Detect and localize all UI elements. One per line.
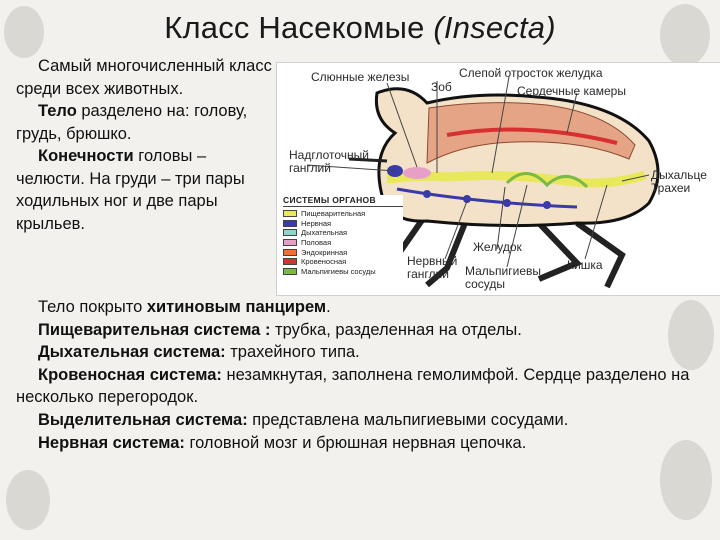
intro-text-line: головы – челюсти. На груди – три пары ходильных ног и две пары крыльев. — [16, 147, 245, 233]
legend-swatch — [283, 239, 297, 246]
background-beetle — [6, 470, 50, 530]
legend-item — [283, 228, 403, 238]
text: трахейного типа. — [225, 343, 360, 362]
body-text — [16, 296, 706, 454]
label-malpighian: Мальпигиевы сосуды — [465, 264, 542, 291]
legend-swatch — [283, 229, 297, 236]
legend-title: СИСТЕМЫ ОРГАНОВ — [283, 195, 403, 207]
bold-term: Выделительная система: — [38, 410, 248, 429]
intro-text — [16, 55, 278, 235]
legend-label: Пищеварительная — [301, 209, 366, 219]
legend-swatch — [283, 249, 297, 256]
text: трубка, разделенная на отделы. — [270, 320, 522, 339]
legend-label: Дыхательная — [301, 228, 348, 238]
title-latin: (Insecta) — [433, 10, 556, 45]
legend-label: Мальпигиевы сосуды — [301, 266, 376, 276]
body-line-excretory — [16, 409, 706, 432]
ganglion — [503, 199, 511, 207]
text: головной мозг и брюшная нервная цепочка. — [184, 433, 527, 452]
body-line-circulatory — [16, 364, 706, 409]
label-salivary-glands: Слюнные железы — [311, 70, 410, 84]
legend-swatch — [283, 220, 297, 227]
salivary-gland — [403, 167, 431, 179]
body-line-respiratory — [16, 341, 706, 364]
legend-swatch — [283, 268, 297, 275]
legend-swatch — [283, 210, 297, 217]
legend-label: Кровеносная — [301, 257, 347, 267]
legend-item — [283, 257, 403, 267]
legend-item — [283, 267, 403, 277]
organ-systems-legend — [283, 195, 403, 277]
leg-rear — [577, 223, 622, 287]
intro-paragraph — [16, 55, 278, 100]
legend-swatch — [283, 258, 297, 265]
bold-term: Дыхательная система: — [38, 343, 226, 362]
text: . — [326, 298, 331, 316]
text: незамкнутая, заполнена гемолимфой. Сердце разделено на несколько перегородок. — [16, 365, 690, 407]
label-supraoesophageal: Надглоточный ганглий — [289, 148, 369, 175]
body-line-digestive — [16, 319, 706, 342]
ganglion — [423, 190, 431, 198]
bold-term: Нервная система: — [38, 433, 185, 452]
legend-label: Эндокринная — [301, 247, 348, 257]
label-intestine: Кишка — [567, 258, 603, 272]
bold-term: Пищеварительная система : — [38, 320, 271, 339]
label-spiracle-tracheae: Дыхальце Трахеи — [651, 168, 707, 195]
insect-anatomy-diagram — [276, 62, 720, 296]
intro-bold: Конечности — [38, 147, 134, 165]
label-stomach: Желудок — [473, 240, 522, 254]
legend-label: Половая — [301, 238, 332, 248]
legend-item — [283, 238, 403, 248]
legend-label: Нервная — [301, 218, 332, 228]
intro-text-line: разделено на: голову, грудь, брюшко. — [16, 102, 248, 143]
slide-title — [0, 10, 720, 46]
body-line-nervous — [16, 432, 706, 455]
bold-term: хитиновым панцирем — [146, 298, 327, 316]
bold-term: Кровеносная система: — [38, 365, 222, 384]
label-blind-process: Слепой отросток желудка — [459, 66, 603, 80]
text: представлена мальпигиевыми сосудами. — [247, 410, 569, 429]
label-heart-chambers: Сердечные камеры — [517, 84, 626, 98]
intro-paragraph — [16, 100, 278, 145]
text: Тело покрыто — [38, 298, 147, 316]
body-line-shell — [16, 296, 706, 319]
intro-paragraph — [16, 145, 278, 235]
label-crop: Зоб — [431, 80, 452, 94]
label-nerve-ganglion: Нервный ганглий — [407, 254, 458, 281]
legend-item — [283, 209, 403, 219]
ganglion — [543, 201, 551, 209]
title-main: Класс Насекомые — [164, 10, 434, 45]
legend-item — [283, 219, 403, 229]
legend-item — [283, 247, 403, 257]
intro-bold: Тело — [38, 102, 77, 120]
intro-text-line: Самый многочисленный класс среди всех животных. — [16, 57, 272, 98]
